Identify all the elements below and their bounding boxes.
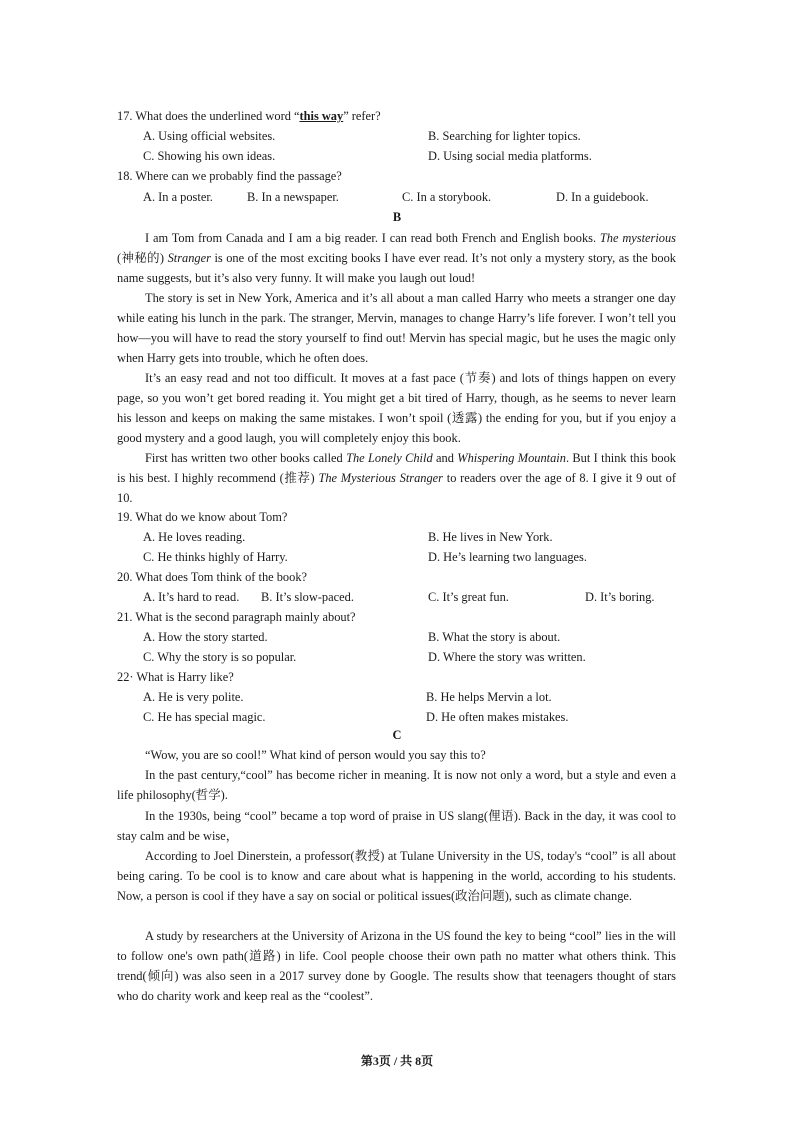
q20-option-c: C. It’s great fun. (428, 590, 509, 604)
p4-text-c: . But I think this book is his best. I highly recommend (推荐) (117, 451, 677, 485)
q20-option-b: B. It’s slow-paced. (261, 590, 354, 604)
q17-option-d: D. Using social media platforms. (428, 149, 592, 163)
q19-option-d: D. He’s learning two languages. (428, 550, 587, 564)
section-c-heading: C (392, 728, 402, 742)
q21-option-d: D. Where the story was written. (428, 650, 586, 664)
q22-option-c: C. He has special magic. (143, 710, 266, 724)
q19-option-a: A. He loves reading. (143, 530, 246, 544)
q17-stem-pre: 17. What does the underlined word “ (117, 109, 300, 123)
q19-option-c: C. He thinks highly of Harry. (143, 550, 288, 564)
q22-option-d: D. He often makes mistakes. (426, 710, 569, 724)
q20-option-a: A. It’s hard to read. (143, 590, 240, 604)
section-b-heading: B (392, 210, 402, 224)
book-title-part-2: Stranger (167, 251, 211, 265)
book-title-mysterious-stranger: The Mysterious Stranger (318, 471, 443, 485)
q18-option-b: B. In a newspaper. (247, 190, 339, 204)
q18-stem: 18. Where can we probably find the passage? (117, 169, 342, 183)
section-c-paragraph-1: “Wow, you are so cool!” What kind of person would you say this to? (145, 748, 486, 762)
section-c-paragraph-5: A study by researchers at the University of Arizona in the US found the key to being “cool” lies in the will to follow one's own path(道路) in life. Cool people choose their own path no matter what others think. This trend(倾向) was also seen in a 2017 survey done by Google. The results show that teenagers thought of stars who do charity work and keep real as the “coolest”. (117, 929, 676, 1003)
section-c-paragraph-2: In the past century,“cool” has become richer in meaning. It is now not only a word, but a style and even a life philosophy(哲学). (117, 768, 676, 802)
q22-option-a: A. He is very polite. (143, 690, 244, 704)
q18-option-c: C. In a storybook. (402, 190, 492, 204)
q20-stem: 20. What does Tom think of the book? (117, 570, 308, 584)
section-b-paragraph-1 (117, 228, 676, 288)
section-b-paragraph-3: It’s an easy read and not too difficult. It moves at a fast pace (节奏) and lots of things happen on every page, so you won’t get bored reading it. You might get a bit tired of Harry, though, as he seems to never learn his lesson and keeps on making the same mistakes. I won’t spoil (透露) the ending for you, but if you enjoy a good mystery and a good laugh, you will completely enjoy this book. (117, 371, 676, 445)
q17-underlined-word: this way (299, 109, 344, 123)
q21-option-c: C. Why the story is so popular. (143, 650, 297, 664)
p4-text-b: and (432, 451, 458, 465)
q18-option-d: D. In a guidebook. (556, 190, 649, 204)
p4-text-d: to readers over the age of 8. I give it 9 out of 10. (117, 471, 676, 505)
q21-option-b: B. What the story is about. (428, 630, 561, 644)
q17-stem-post: ” refer? (343, 109, 381, 123)
section-c-paragraph-4: According to Joel Dinerstein, a professor(教授) at Tulane University in the US, today's “cool” is all about being caring. To be cool is to know and care about what is happening in the world, according to his students. Now, a person is cool if they have a say on social or political issues(政治问题), such as climate change. (117, 849, 676, 903)
p1-text-b: is one of the most exciting books I have ever read. It’s not only a mystery story, as the book name suggests, but it’s also very funny. It will make you laugh out loud! (117, 251, 676, 285)
book-title-part-1: The mysterious (599, 231, 677, 245)
q17-option-a: A. Using official websites. (143, 129, 276, 143)
q19-option-b: B. He lives in New York. (428, 530, 553, 544)
q22-option-b: B. He helps Mervin a lot. (426, 690, 552, 704)
p1-gloss: (神秘的) (117, 251, 168, 265)
q18-option-a: A. In a poster. (143, 190, 213, 204)
q22-stem: 22· What is Harry like? (117, 670, 234, 684)
q17-stem (117, 108, 381, 124)
book-title-lonely-child: The Lonely Child (346, 451, 433, 465)
section-b-paragraph-2: The story is set in New York, America and it’s all about a man called Harry who meets a stranger one day while eating his lunch in the park. The stranger, Mervin, manages to change Harry’s life forever. I won’t tell you how—you will have to read the story yourself to find out! Mervin has special magic, but he uses the magic only when Harry gets into trouble, which he often does. (117, 291, 676, 365)
section-c-paragraph-3: In the 1930s, being “cool” became a top word of praise in US slang(俚语). Back in the day, it was cool to stay calm and be wise， (117, 809, 676, 843)
book-title-whispering-mountain: Whispering Mountain (457, 451, 566, 465)
q17-option-b: B. Searching for lighter topics. (428, 129, 581, 143)
q20-option-d: D. It’s boring. (585, 590, 655, 604)
page-number: 第3页 / 共 8页 (360, 1054, 434, 1068)
p1-text-a: I am Tom from Canada and I am a big reader. I can read both French and English books. (145, 231, 600, 245)
q21-option-a: A. How the story started. (143, 630, 268, 644)
q21-stem: 21. What is the second paragraph mainly about? (117, 610, 356, 624)
q17-option-c: C. Showing his own ideas. (143, 149, 276, 163)
p4-text-a: First has written two other books called (145, 451, 347, 465)
q19-stem: 19. What do we know about Tom? (117, 510, 288, 524)
section-b-paragraph-4 (117, 448, 676, 508)
